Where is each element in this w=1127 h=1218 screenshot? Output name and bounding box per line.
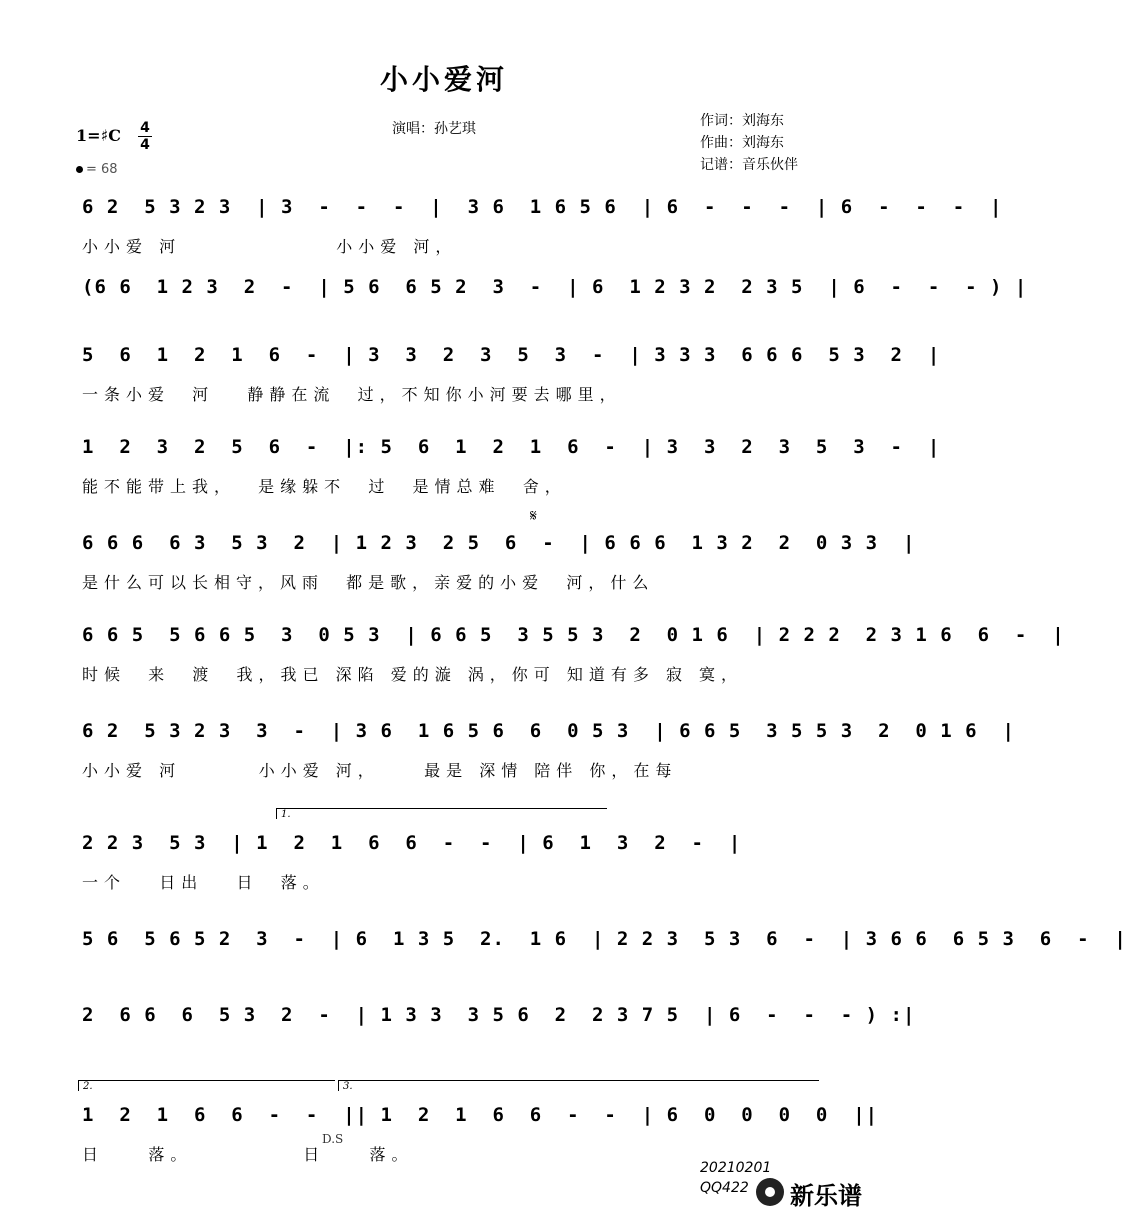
volta-3: 3. xyxy=(338,1080,819,1091)
logo-text: 新乐谱 xyxy=(790,1182,862,1210)
row-lyrics: 小小爱 河 小小爱 河， xyxy=(82,237,458,256)
row-notes: 6 6 5 5 6 6 5 3 0 5 3 | 6 6 5 3 5 5 3 2 0 1 6 | 2 2 2 2 3 1 6 6 - | xyxy=(82,624,1065,646)
time-signature-bottom: 4 xyxy=(140,137,150,153)
score-row-5 xyxy=(78,532,916,592)
row-notes: 2 6 6 6 5 3 2 - | 1 3 3 3 5 6 2 2 3 7 5 | 6 - - - ) :| xyxy=(82,1004,916,1026)
score-row-1 xyxy=(78,196,1003,256)
time-signature xyxy=(138,120,152,153)
row-notes: 5 6 1 2 1 6 - | 3 3 2 3 5 3 - | 3 3 3 6 6 6 5 3 2 | xyxy=(82,344,941,366)
row-notes: 2 2 3 5 3 | 1 2 1 6 6 - - | 6 1 3 2 - | xyxy=(82,832,742,854)
segno-icon: 𝄋 xyxy=(530,506,537,525)
page-title: 小小爱河 xyxy=(379,63,508,96)
score-row-2 xyxy=(78,276,1028,334)
logo-icon xyxy=(756,1178,784,1206)
row-notes: 1 2 3 2 5 6 - |: 5 6 1 2 1 6 - | 3 3 2 3 5 3 - | xyxy=(82,436,941,458)
score-row-8 xyxy=(78,832,818,890)
score-row-6 xyxy=(78,624,1065,684)
time-signature-top: 4 xyxy=(138,120,152,137)
footer-date: 20210201 xyxy=(700,1160,772,1176)
score-row-10 xyxy=(78,1004,916,1062)
row-lyrics: 能不能带上我， 是缘躲不 过 是情总难 舍， xyxy=(82,477,567,496)
dal-segno-mark: D.S xyxy=(322,1132,344,1146)
row-lyrics: 一条小爱 河 静静在流 过，不知你小河要去哪里， xyxy=(82,385,622,404)
volta-1: 1. xyxy=(276,808,607,819)
footer-qq: QQ422 xyxy=(700,1180,749,1196)
score-row-4 xyxy=(78,436,941,496)
row-lyrics: 一个 日出 日 落。 xyxy=(82,873,325,892)
row-notes: 6 2 5 3 2 3 | 3 - - - | 3 6 1 6 5 6 | 6 - - - | 6 - - - | xyxy=(82,196,1003,218)
row-lyrics: 时候 来 渡 我，我已 深陷 爱的漩 涡，你可 知道有多 寂 寞， xyxy=(82,665,744,684)
row-notes: 6 2 5 3 2 3 3 - | 3 6 1 6 5 6 6 0 5 3 | 6 6 5 3 5 5 3 2 0 1 6 | xyxy=(82,720,1015,742)
site-logo xyxy=(756,1172,880,1212)
row-lyrics: 是什么可以长相守，风雨 都是歌，亲爱的小爱 河，什么 xyxy=(82,573,655,592)
row-lyrics: 日 落。 日 落。 xyxy=(82,1145,414,1164)
lyricist-credit: 作词：刘海东 xyxy=(700,113,784,129)
row-notes: 6 6 6 6 3 5 3 2 | 1 2 3 2 5 6 - | 6 6 6 1 3 2 2 0 3 3 | xyxy=(82,532,916,554)
score-row-3 xyxy=(78,344,941,404)
composer-credit: 作曲：刘海东 xyxy=(700,135,784,151)
transcriber-credit: 记谱：音乐伙伴 xyxy=(700,157,798,173)
score-row-11 xyxy=(78,1104,879,1164)
row-notes: (6 6 1 2 3 2 - | 5 6 6 5 2 3 - | 6 1 2 3 2 2 3 5 | 6 - - - ) | xyxy=(82,276,1028,298)
score-row-9 xyxy=(78,928,1127,986)
row-lyrics: 小小爱 河 小小爱 河， 最是 深情 陪伴 你，在每 xyxy=(82,761,678,780)
score-row-7 xyxy=(78,720,1015,780)
performer: 演唱：孙艺琪 xyxy=(392,121,476,137)
row-notes: 1 2 1 6 6 - - || 1 2 1 6 6 - - | 6 0 0 0 0 || xyxy=(82,1104,879,1126)
tempo-marking xyxy=(76,162,118,177)
quarter-note-icon xyxy=(76,166,83,173)
row-notes: 5 6 5 6 5 2 3 - | 6 1 3 5 2. 1 6 | 2 2 3 5 3 6 - | 3 6 6 6 5 3 6 - | xyxy=(82,928,1127,950)
volta-2: 2. xyxy=(78,1080,335,1091)
tempo-value: = 68 xyxy=(86,162,118,177)
key-signature: 1=♯C xyxy=(76,126,122,145)
